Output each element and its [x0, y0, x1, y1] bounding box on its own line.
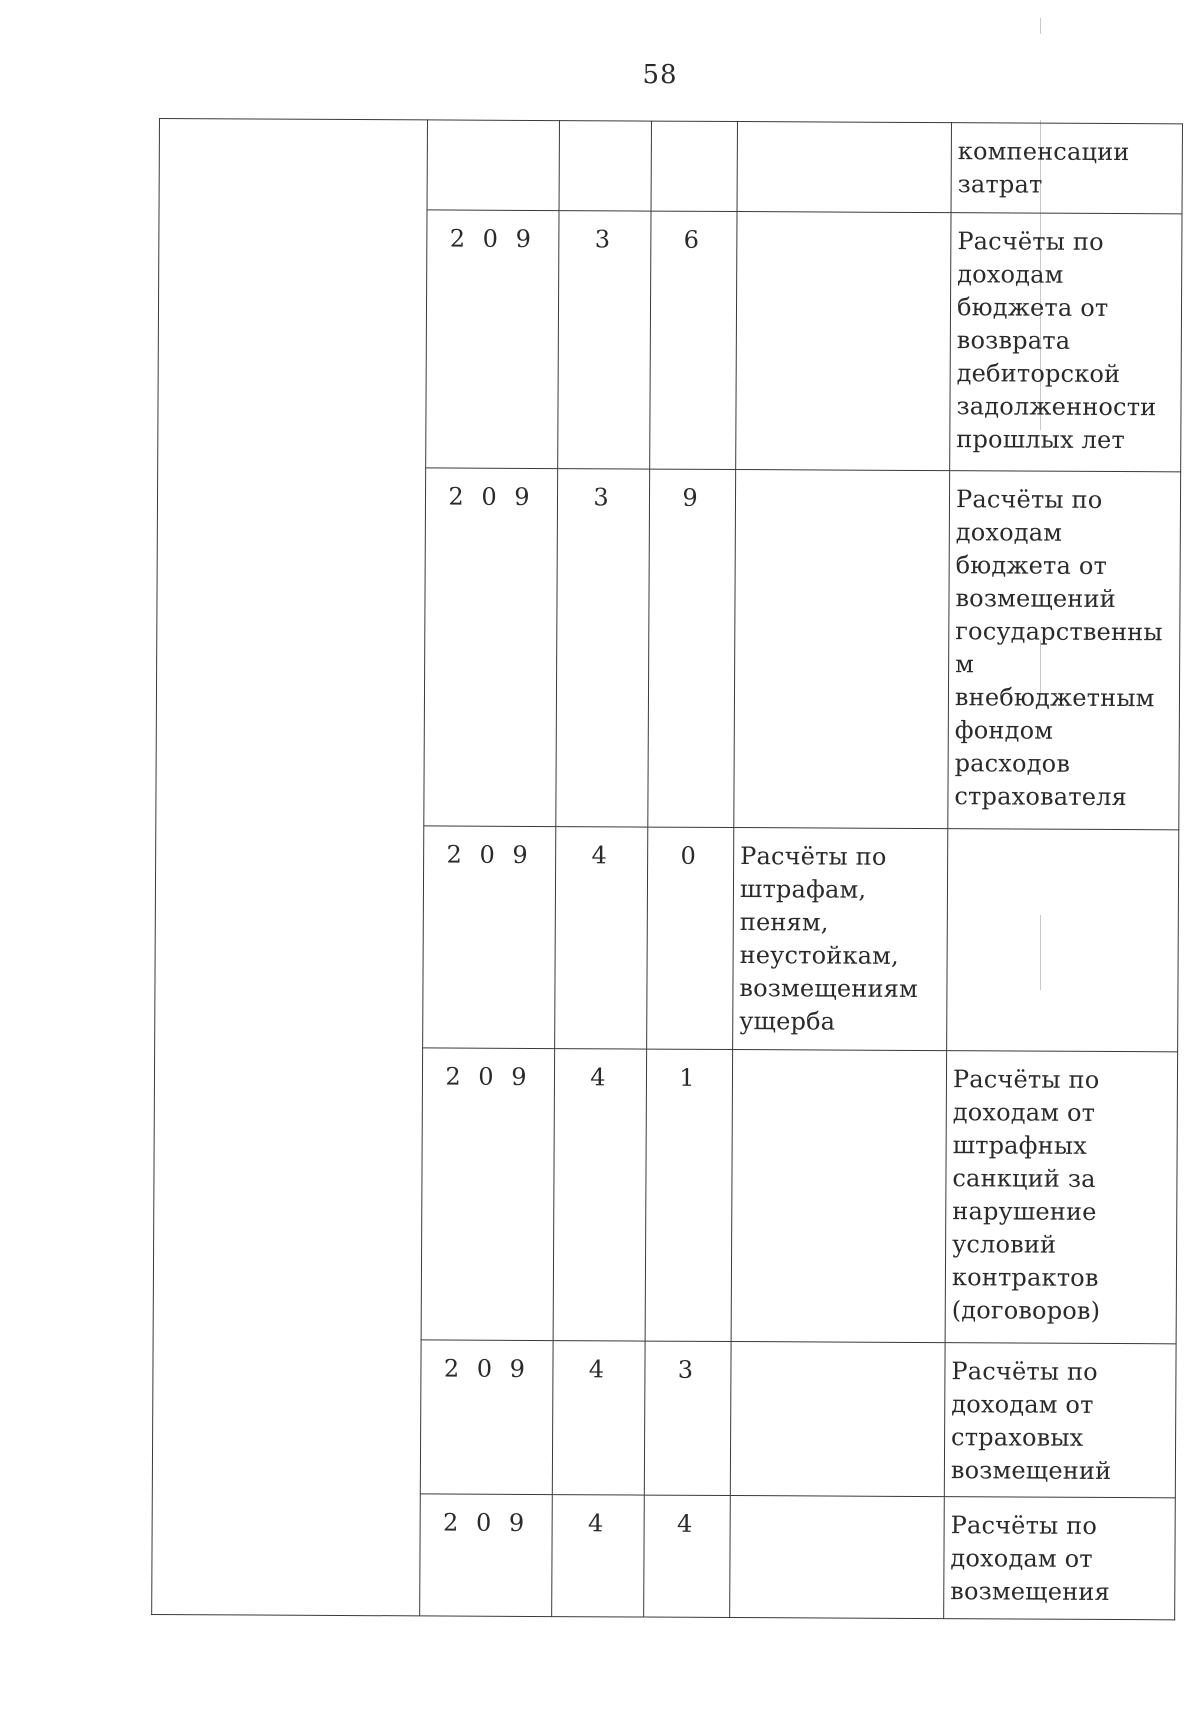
- analytic-type-cell: 1: [645, 1049, 733, 1341]
- synthetic-code-cell: 2 0 9: [423, 826, 556, 1049]
- synthetic-code-cell: 2 0 9: [424, 468, 558, 827]
- type-name-cell: Расчёты по доходам бюджета от возмещений государственны м внебюджетным фондом расходов страхователя: [948, 471, 1181, 830]
- analytic-group-cell: 4: [553, 1049, 647, 1341]
- group-name-cell: [737, 122, 951, 213]
- type-name-cell: [947, 829, 1179, 1052]
- table-row: [159, 119, 1182, 214]
- group-name-cell: [731, 1050, 947, 1343]
- analytic-group-cell: 4: [552, 1495, 645, 1617]
- type-name-cell: Расчёты по доходам от страховых возмещений: [944, 1343, 1176, 1498]
- analytic-type-cell: 3: [644, 1341, 731, 1495]
- analytic-type-cell: 6: [650, 211, 737, 469]
- blank-account-cell: [152, 119, 428, 1616]
- type-name-cell: Расчёты по доходам от возмещения: [944, 1497, 1176, 1620]
- analytic-type-cell: 4: [644, 1495, 731, 1617]
- group-name-cell: [730, 1496, 945, 1619]
- analytic-group-cell: 3: [558, 211, 651, 469]
- analytic-type-cell: [651, 121, 737, 211]
- account-table: [151, 118, 1183, 1620]
- analytic-group-cell: [559, 121, 651, 211]
- group-name-cell: [734, 470, 950, 829]
- synthetic-code-cell: [427, 120, 559, 211]
- synthetic-code-cell: 2 0 9: [420, 1340, 553, 1495]
- analytic-type-cell: 0: [647, 827, 734, 1049]
- group-name-cell: [730, 1342, 945, 1497]
- type-name-cell: Расчёты по доходам от штрафных санкций за нарушение условий контрактов (договоров): [945, 1051, 1178, 1344]
- type-name-cell: Расчёты по доходам бюджета от возврата дебиторской задолженности прошлых лет: [950, 213, 1182, 472]
- type-name-cell: компенсации затрат: [951, 123, 1182, 214]
- group-name-cell: [736, 212, 951, 471]
- synthetic-code-cell: 2 0 9: [421, 1048, 555, 1341]
- synthetic-code-cell: 2 0 9: [426, 210, 559, 469]
- analytic-group-cell: 4: [555, 827, 648, 1049]
- scan-line: [1040, 18, 1041, 34]
- group-name-cell: Расчёты по штрафам, пеням, неустойкам, возмещениям ущерба: [733, 828, 948, 1051]
- analytic-group-cell: 3: [556, 469, 650, 827]
- analytic-group-cell: 4: [552, 1341, 645, 1495]
- synthetic-code-cell: 2 0 9: [420, 1494, 553, 1617]
- analytic-type-cell: 9: [648, 469, 736, 827]
- page-number: 58: [642, 60, 678, 90]
